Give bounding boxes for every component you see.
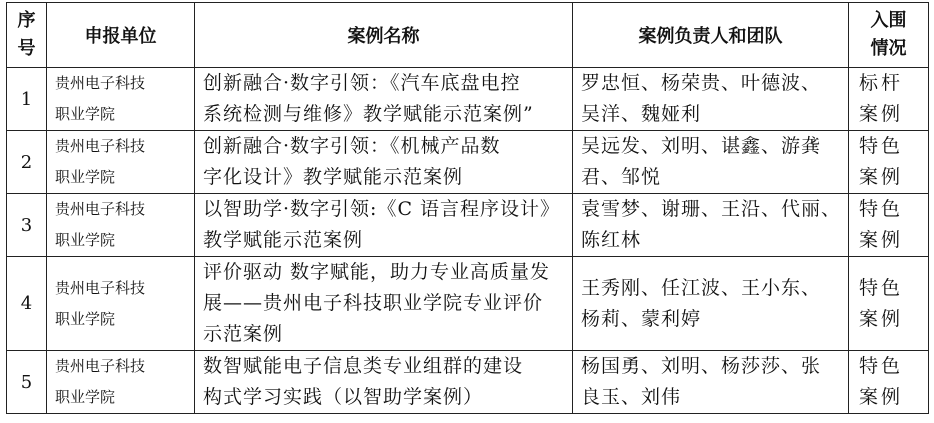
row-index: 5: [7, 351, 47, 414]
table-row: [7, 351, 929, 414]
row-team: 罗忠恒、杨荣贵、叶德波、 吴洋、魏娅利: [573, 68, 849, 131]
row-index: 1: [7, 68, 47, 131]
row-case-name: 评价驱动 数字赋能，助力专业高质量发 展——贵州电子科技职业学院专业评价 示范案例: [195, 257, 573, 351]
row-status: 特色 案例: [849, 131, 929, 194]
row-case-name: 创新融合·数字引领：《汽车底盘电控 系统检测与维修》教学赋能示范案例”: [195, 68, 573, 131]
row-team: 杨国勇、刘明、杨莎莎、张 良玉、刘伟: [573, 351, 849, 414]
row-status: 特色 案例: [849, 351, 929, 414]
row-unit: 贵州电子科技 职业学院: [47, 68, 195, 131]
row-team: 吴远发、刘明、谌鑫、游龚 君、邹悦: [573, 131, 849, 194]
row-case-name: 创新融合·数字引领：《机械产品数 字化设计》教学赋能示范案例: [195, 131, 573, 194]
row-team: 袁雪梦、谢珊、王沿、代丽、 陈红林: [573, 194, 849, 257]
header-index: 序 号: [7, 3, 47, 68]
table-row: [7, 194, 929, 257]
header-unit: 申报单位: [47, 3, 195, 68]
header-row: [7, 3, 929, 68]
row-status: 特色 案例: [849, 194, 929, 257]
header-status: 入围 情况: [849, 3, 929, 68]
header-team: 案例负责人和团队: [573, 3, 849, 68]
row-status: 特色 案例: [849, 257, 929, 351]
row-unit: 贵州电子科技 职业学院: [47, 351, 195, 414]
table-row: [7, 68, 929, 131]
row-status: 标杆 案例: [849, 68, 929, 131]
row-case-name: 数智赋能电子信息类专业组群的建设 构式学习实践（以智助学案例）: [195, 351, 573, 414]
row-unit: 贵州电子科技 职业学院: [47, 257, 195, 351]
row-team: 王秀刚、任江波、王小东、 杨莉、蒙利婷: [573, 257, 849, 351]
header-case-name: 案例名称: [195, 3, 573, 68]
row-index: 2: [7, 131, 47, 194]
award-cases-table: [6, 2, 929, 414]
row-index: 3: [7, 194, 47, 257]
row-unit: 贵州电子科技 职业学院: [47, 194, 195, 257]
row-unit: 贵州电子科技 职业学院: [47, 131, 195, 194]
table-row: [7, 257, 929, 351]
row-index: 4: [7, 257, 47, 351]
table-row: [7, 131, 929, 194]
row-case-name: 以智助学·数字引领:《C 语言程序设计》 教学赋能示范案例: [195, 194, 573, 257]
